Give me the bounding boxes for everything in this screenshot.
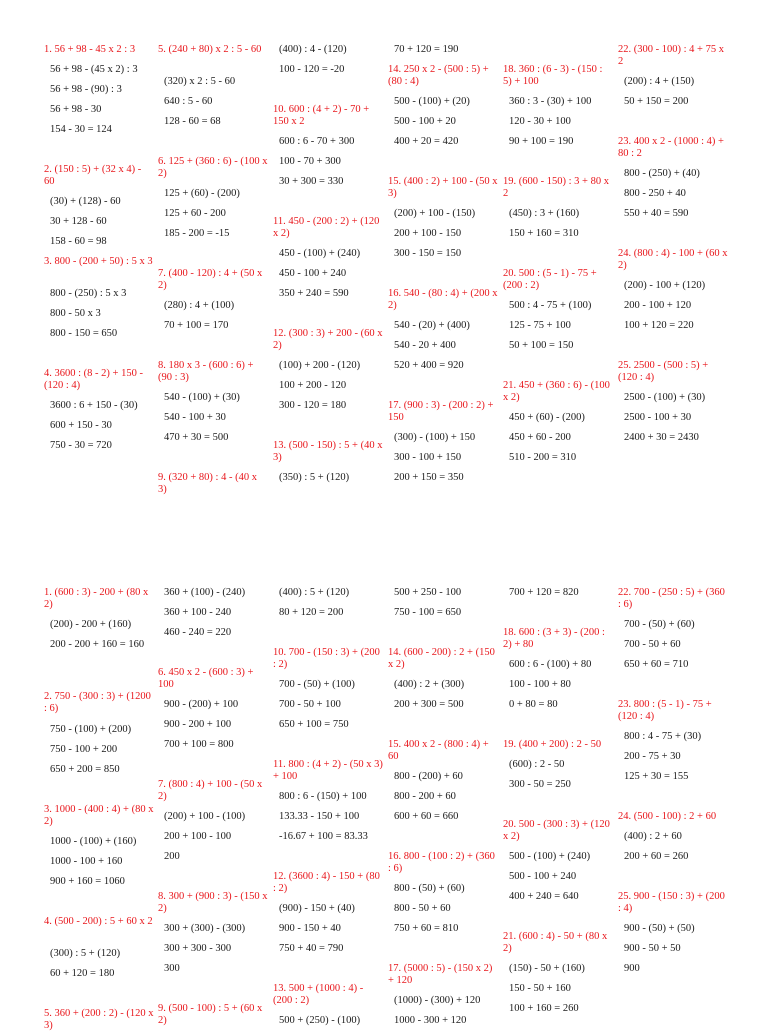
solution-step: 900 - 200 + 100 xyxy=(164,719,232,730)
solution-step: 100 + 120 = 220 xyxy=(624,320,694,331)
solution-step: 300 - 150 = 150 xyxy=(394,248,462,259)
solution-step: 90 + 100 = 190 xyxy=(509,136,574,147)
solution-step: 300 xyxy=(164,963,180,974)
problem-heading: 2. 750 - (300 : 3) + (1200 : 6) xyxy=(44,691,151,714)
solution-step: 750 - 100 + 200 xyxy=(50,744,118,755)
solution-step: (200) : 4 + (150) xyxy=(624,76,695,87)
solution-step: 700 - (50) + (60) xyxy=(624,619,695,630)
problem-heading: 9. (500 - 100) : 5 + (60 x 2) xyxy=(158,1003,263,1026)
solution-step: 750 - 30 = 720 xyxy=(50,440,112,451)
solution-step: 450 + (60) - (200) xyxy=(509,412,585,423)
problem-heading: 12. (300 : 3) + 200 - (60 x 2) xyxy=(273,328,383,351)
solution-step: 2500 - (100) + (30) xyxy=(624,392,706,403)
solution-step: 100 - 70 + 300 xyxy=(279,156,341,167)
solution-step: 125 + 60 - 200 xyxy=(164,208,226,219)
solution-step: 120 - 30 + 100 xyxy=(509,116,571,127)
solution-step: 640 : 5 - 60 xyxy=(164,96,213,107)
solution-step: 700 - 50 + 100 xyxy=(279,699,341,710)
solution-step: (400) : 2 + 60 xyxy=(624,831,682,842)
problem-heading: 9. (320 + 80) : 4 - (40 x 3) xyxy=(158,472,257,495)
solution-step: 1000 - (100) + (160) xyxy=(50,836,137,847)
solution-step: 540 - 100 + 30 xyxy=(164,412,226,423)
solution-step: 125 + (60) - (200) xyxy=(164,188,240,199)
solution-step: (1000) - (300) + 120 xyxy=(394,995,481,1006)
problem-heading: 5. (240 + 80) x 2 : 5 - 60 xyxy=(158,44,262,55)
solution-step: 500 + (250) - (100) xyxy=(279,1015,361,1026)
problem-heading: 18. 360 : (6 - 3) - (150 : 5) + 100 xyxy=(503,64,603,87)
solution-step: 400 + 240 = 640 xyxy=(509,891,579,902)
solution-step: 2500 - 100 + 30 xyxy=(624,412,692,423)
solution-step: 470 + 30 = 500 xyxy=(164,432,229,443)
solution-step: (200) - 100 + (120) xyxy=(624,280,706,291)
solution-step: 750 - 100 = 650 xyxy=(394,607,462,618)
solution-step: 600 : 6 - (100) + 80 xyxy=(509,659,592,670)
problem-heading: 15. (400 : 2) + 100 - (50 x 3) xyxy=(388,176,498,199)
solution-step: 900 - (50) + (50) xyxy=(624,923,695,934)
solution-step: 600 : 6 - 70 + 300 xyxy=(279,136,355,147)
problem-heading: 6. 125 + (360 : 6) - (100 x 2) xyxy=(158,156,268,179)
solution-step: 540 - (20) + (400) xyxy=(394,320,470,331)
problem-heading: 21. 450 + (360 : 6) - (100 x 2) xyxy=(503,380,610,403)
problem-heading: 16. 800 - (100 : 2) + (360 : 6) xyxy=(388,851,495,874)
problem-heading: 15. 400 x 2 - (800 : 4) + 60 xyxy=(388,739,489,762)
solution-step: 200 - 75 + 30 xyxy=(624,751,681,762)
problem-heading: 10. 700 - (150 : 3) + (200 : 2) xyxy=(273,647,380,670)
solution-step: 125 + 30 = 155 xyxy=(624,771,689,782)
solution-step: 2400 + 30 = 2430 xyxy=(624,432,699,443)
solution-step: 900 xyxy=(624,963,640,974)
solution-step: 500 - (100) + (240) xyxy=(509,851,591,862)
solution-step: 460 - 240 = 220 xyxy=(164,627,232,638)
solution-step: 800 - 50 + 60 xyxy=(394,903,451,914)
problem-heading: 23. 400 x 2 - (1000 : 4) + 80 : 2 xyxy=(618,136,724,159)
problem-heading: 25. 2500 - (500 : 5) + (120 : 4) xyxy=(618,360,709,383)
problem-heading: 19. (400 + 200) : 2 - 50 xyxy=(503,739,602,750)
problem-heading: 22. (300 - 100) : 4 + 75 x 2 xyxy=(618,44,724,67)
solution-step: 800 - 150 = 650 xyxy=(50,328,118,339)
problem-heading: 20. 500 - (300 : 3) + (120 x 2) xyxy=(503,819,610,842)
solution-step: 1000 - 300 + 120 xyxy=(394,1015,467,1026)
solution-step: 500 - 100 + 240 xyxy=(509,871,577,882)
problem-heading: 4. (500 - 200) : 5 + 60 x 2 xyxy=(44,916,153,927)
problem-heading: 13. 500 + (1000 : 4) - (200 : 2) xyxy=(273,983,364,1006)
solution-step: 0 + 80 = 80 xyxy=(509,699,558,710)
solution-step: 50 + 150 = 200 xyxy=(624,96,689,107)
solution-step: 520 + 400 = 920 xyxy=(394,360,464,371)
solution-step: 750 + 60 = 810 xyxy=(394,923,459,934)
solution-step: 800 : 6 - (150) + 100 xyxy=(279,791,367,802)
solution-step: 900 - (200) + 100 xyxy=(164,699,239,710)
solution-step: 3600 : 6 + 150 - (30) xyxy=(50,400,138,411)
problem-heading: 6. 450 x 2 - (600 : 3) + 100 xyxy=(158,667,254,690)
problem-heading: 23. 800 : (5 - 1) - 75 + (120 : 4) xyxy=(618,699,712,722)
solution-step: 100 + 160 = 260 xyxy=(509,1003,579,1014)
solution-step: 510 - 200 = 310 xyxy=(509,452,577,463)
solution-step: (280) : 4 + (100) xyxy=(164,300,235,311)
solution-step: (300) - (100) + 150 xyxy=(394,432,476,443)
problem-heading: 16. 540 - (80 : 4) + (200 x 2) xyxy=(388,288,498,311)
solution-step: 540 - 20 + 400 xyxy=(394,340,456,351)
solution-step: 800 - 200 + 60 xyxy=(394,791,456,802)
problem-heading: 18. 600 : (3 + 3) - (200 : 2) + 80 xyxy=(503,627,605,650)
solution-step: 800 - (200) + 60 xyxy=(394,771,463,782)
solution-step: 700 - (50) + (100) xyxy=(279,679,355,690)
solution-step: 50 + 100 = 150 xyxy=(509,340,574,351)
problem-heading: 7. (400 - 120) : 4 + (50 x 2) xyxy=(158,268,263,291)
solution-step: 200 xyxy=(164,851,180,862)
solution-step: 300 + (300) - (300) xyxy=(164,923,246,934)
solution-step: 750 - (100) + (200) xyxy=(50,724,132,735)
solution-step: (200) + 100 - (100) xyxy=(164,811,246,822)
solution-step: (200) - 200 + (160) xyxy=(50,619,132,630)
solution-step: 1000 - 100 + 160 xyxy=(50,856,123,867)
solution-step: 125 - 75 + 100 xyxy=(509,320,571,331)
solution-step: 200 + 300 = 500 xyxy=(394,699,464,710)
solution-step: 650 + 200 = 850 xyxy=(50,764,120,775)
problem-heading: 2. (150 : 5) + (32 x 4) - 60 xyxy=(44,164,142,187)
problem-heading: 7. (800 : 4) + 100 - (50 x 2) xyxy=(158,779,263,802)
solution-step: 128 - 60 = 68 xyxy=(164,116,221,127)
solution-step: 150 - 50 + 160 xyxy=(509,983,571,994)
solution-step: 500 - 100 + 20 xyxy=(394,116,456,127)
solution-step: 56 + 98 - 30 xyxy=(50,104,102,115)
problem-heading: 24. (800 : 4) - 100 + (60 x 2) xyxy=(618,248,728,271)
problem-heading: 8. 180 x 3 - (600 : 6) + (90 : 3) xyxy=(158,360,254,383)
solution-step: 900 + 160 = 1060 xyxy=(50,876,125,887)
solution-step: (100) + 200 - (120) xyxy=(279,360,361,371)
problem-heading: 11. 800 : (4 + 2) - (50 x 3) + 100 xyxy=(273,759,383,782)
solution-step: (350) : 5 + (120) xyxy=(279,472,350,483)
solution-step: 158 - 60 = 98 xyxy=(50,236,107,247)
solution-step: 70 + 100 = 170 xyxy=(164,320,229,331)
solution-step: 450 + 60 - 200 xyxy=(509,432,571,443)
solution-step: 300 - 100 + 150 xyxy=(394,452,462,463)
problem-heading: 1. (600 : 3) - 200 + (80 x 2) xyxy=(44,587,149,610)
solution-step: 60 + 120 = 180 xyxy=(50,968,115,979)
solution-step: (400) : 5 + (120) xyxy=(279,587,350,598)
solution-step: 450 - 100 + 240 xyxy=(279,268,347,279)
solution-step: 600 + 60 = 660 xyxy=(394,811,459,822)
solution-step: (300) : 5 + (120) xyxy=(50,948,121,959)
problem-heading: 14. 250 x 2 - (500 : 5) + (80 : 4) xyxy=(388,64,489,87)
problem-heading: 4. 3600 : (8 - 2) + 150 - (120 : 4) xyxy=(44,368,143,391)
solution-step: 80 + 120 = 200 xyxy=(279,607,344,618)
solution-step: 300 - 120 = 180 xyxy=(279,400,347,411)
solution-step: 133.33 - 150 + 100 xyxy=(279,811,360,822)
solution-step: 100 - 120 = -20 xyxy=(279,64,345,75)
problem-heading: 17. (5000 : 5) - (150 x 2) + 120 xyxy=(388,963,493,986)
solution-step: 200 + 100 - 150 xyxy=(394,228,462,239)
problem-heading: 25. 900 - (150 : 3) + (200 : 4) xyxy=(618,891,725,914)
solution-step: 500 : 4 - 75 + (100) xyxy=(509,300,592,311)
solution-step: 600 + 150 - 30 xyxy=(50,420,112,431)
solution-step: 56 + 98 - (45 x 2) : 3 xyxy=(50,64,138,75)
solution-step: 800 - 50 x 3 xyxy=(50,308,101,319)
solution-step: 300 + 300 - 300 xyxy=(164,943,232,954)
solution-step: (450) : 3 + (160) xyxy=(509,208,580,219)
problem-heading: 13. (500 - 150) : 5 + (40 x 3) xyxy=(273,440,383,463)
solution-step: 150 + 160 = 310 xyxy=(509,228,579,239)
solution-step: 154 - 30 = 124 xyxy=(50,124,112,135)
solution-step: 360 + (100) - (240) xyxy=(164,587,246,598)
solution-step: 650 + 60 = 710 xyxy=(624,659,689,670)
solution-step: (320) x 2 : 5 - 60 xyxy=(164,76,236,87)
solution-step: 800 - (250) + (40) xyxy=(624,168,700,179)
problem-heading: 24. (500 - 100) : 2 + 60 xyxy=(618,811,717,822)
solution-step: 200 + 100 - 100 xyxy=(164,831,232,842)
problem-heading: 5. 360 + (200 : 2) - (120 x 3) xyxy=(44,1008,154,1031)
solution-step: 30 + 300 = 330 xyxy=(279,176,344,187)
solution-step: 900 - 50 + 50 xyxy=(624,943,681,954)
problem-heading: 20. 500 : (5 - 1) - 75 + (200 : 2) xyxy=(503,268,597,291)
solution-step: 100 - 100 + 80 xyxy=(509,679,571,690)
solution-step: 100 + 200 - 120 xyxy=(279,380,347,391)
solution-step: 400 + 20 = 420 xyxy=(394,136,459,147)
solution-step: (400) : 2 + (300) xyxy=(394,679,465,690)
solution-step: 70 + 120 = 190 xyxy=(394,44,459,55)
solution-step: 500 + 250 - 100 xyxy=(394,587,462,598)
solution-step: (200) + 100 - (150) xyxy=(394,208,476,219)
solution-step: 550 + 40 = 590 xyxy=(624,208,689,219)
problem-heading: 14. (600 - 200) : 2 + (150 x 2) xyxy=(388,647,495,670)
problem-heading: 12. (3600 : 4) - 150 + (80 : 2) xyxy=(273,871,380,894)
solution-step: 350 + 240 = 590 xyxy=(279,288,349,299)
solution-step: 450 - (100) + (240) xyxy=(279,248,361,259)
solution-step: 650 + 100 = 750 xyxy=(279,719,349,730)
solution-step: 800 : 4 - 75 + (30) xyxy=(624,731,702,742)
problem-heading: 8. 300 + (900 : 3) - (150 x 2) xyxy=(158,891,268,914)
solution-step: 540 - (100) + (30) xyxy=(164,392,240,403)
solution-step: (600) : 2 - 50 xyxy=(509,759,565,770)
solution-step: 200 + 60 = 260 xyxy=(624,851,689,862)
problem-heading: 19. (600 - 150) : 3 + 80 x 2 xyxy=(503,176,609,199)
solution-step: 185 - 200 = -15 xyxy=(164,228,230,239)
solution-step: 200 - 100 + 120 xyxy=(624,300,692,311)
solution-step: 700 + 120 = 820 xyxy=(509,587,579,598)
solution-step: 360 + 100 - 240 xyxy=(164,607,232,618)
solution-step: 360 : 3 - (30) + 100 xyxy=(509,96,592,107)
solution-step: 900 - 150 + 40 xyxy=(279,923,341,934)
problem-heading: 22. 700 - (250 : 5) + (360 : 6) xyxy=(618,587,725,610)
solution-step: (400) : 4 - (120) xyxy=(279,44,347,55)
solution-step: (30) + (128) - 60 xyxy=(50,196,121,207)
problem-heading: 21. (600 : 4) - 50 + (80 x 2) xyxy=(503,931,608,954)
problem-heading: 17. (900 : 3) - (200 : 2) + 150 xyxy=(388,400,494,423)
solution-step: 56 + 98 - (90) : 3 xyxy=(50,84,122,95)
solution-step: 800 - (50) + (60) xyxy=(394,883,465,894)
solution-step: 750 + 40 = 790 xyxy=(279,943,344,954)
problem-heading: 3. 800 - (200 + 50) : 5 x 3 xyxy=(44,256,153,267)
solution-step: (150) - 50 + (160) xyxy=(509,963,585,974)
problem-heading: 1. 56 + 98 - 45 x 2 : 3 xyxy=(44,44,136,55)
solution-step: 30 + 128 - 60 xyxy=(50,216,107,227)
problem-heading: 11. 450 - (200 : 2) + (120 x 2) xyxy=(273,216,380,239)
solution-step: 700 - 50 + 60 xyxy=(624,639,681,650)
solution-step: 500 - (100) + (20) xyxy=(394,96,470,107)
solution-step: 700 + 100 = 800 xyxy=(164,739,234,750)
solution-step: 200 + 150 = 350 xyxy=(394,472,464,483)
solution-step: 300 - 50 = 250 xyxy=(509,779,571,790)
solution-step: 200 - 200 + 160 = 160 xyxy=(50,639,145,650)
problem-heading: 3. 1000 - (400 : 4) + (80 x 2) xyxy=(44,804,154,827)
problem-heading: 10. 600 : (4 + 2) - 70 + 150 x 2 xyxy=(273,104,370,127)
solution-step: (900) - 150 + (40) xyxy=(279,903,355,914)
solution-step: 800 - (250) : 5 x 3 xyxy=(50,288,127,299)
solution-step: -16.67 + 100 = 83.33 xyxy=(279,831,368,842)
solution-step: 800 - 250 + 40 xyxy=(624,188,686,199)
